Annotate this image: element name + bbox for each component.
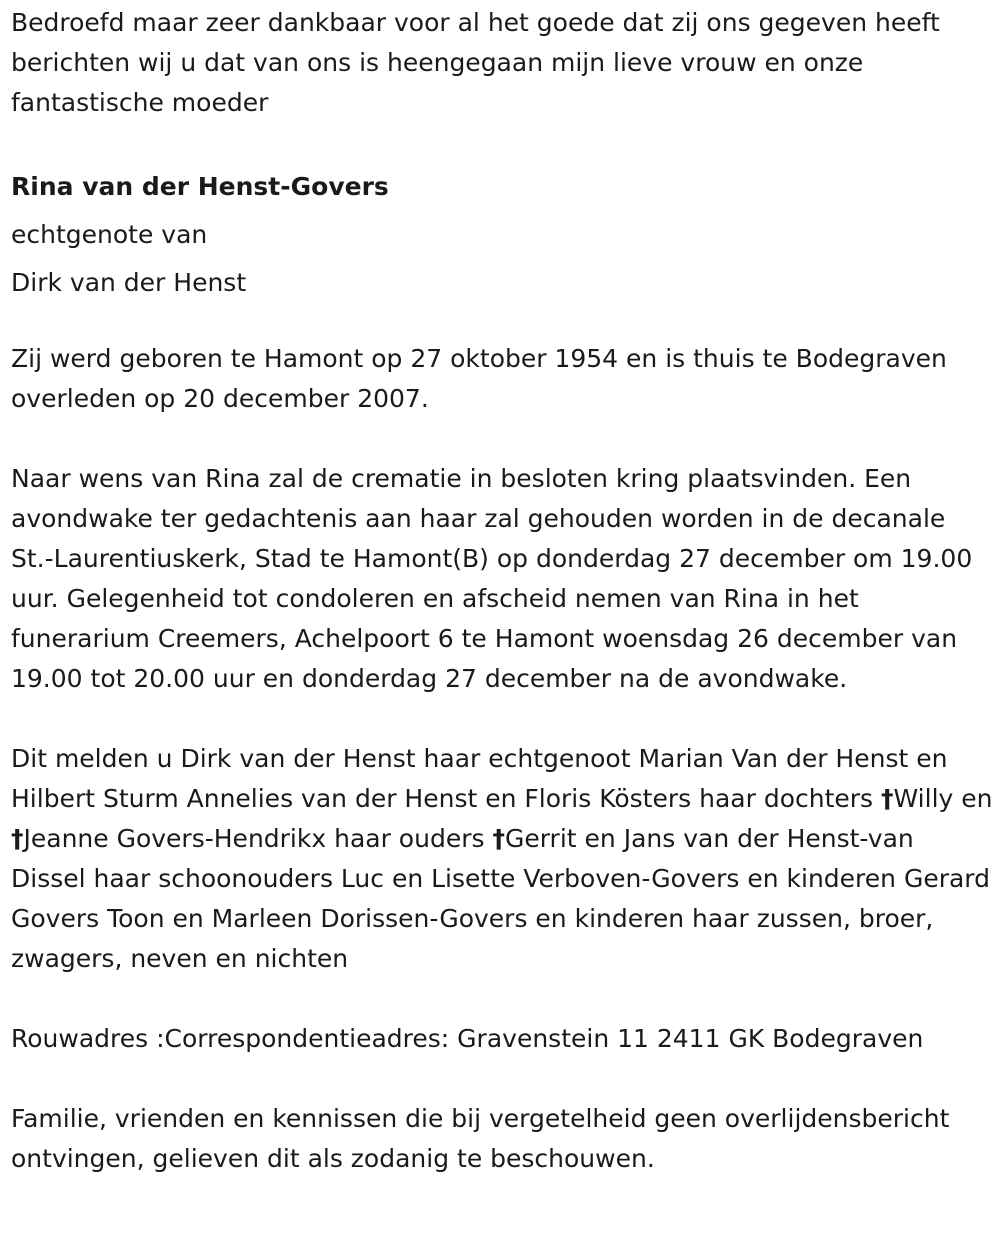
deceased-name: Rina van der Henst-Govers xyxy=(11,172,389,201)
spacer xyxy=(11,419,993,459)
spacer xyxy=(11,1059,993,1099)
obituary-notice xyxy=(11,3,993,1179)
closing-paragraph: Familie, vrienden en kennissen die bij vergetelheid geen overlijdensbericht ontvingen, gelieven dit als zodanig te beschouwen. xyxy=(11,1104,950,1173)
spacer xyxy=(11,307,993,339)
spouse-label: echtgenote van xyxy=(11,220,208,249)
spacer xyxy=(11,123,993,163)
family-text-4: Gerrit en Jans van der Henst-van Dissel haar schoonouders Luc en Lisette Verboven-Govers en kinderen Gerard Govers Toon en Marleen Dorissen-Govers en kinderen haar zussen, broer, zwagers, neven en nichten xyxy=(11,824,991,973)
cross-icon: † xyxy=(11,824,24,853)
family-text-3: Jeanne Govers-Hendrikx haar ouders xyxy=(23,824,493,853)
spacer xyxy=(11,979,993,1019)
birth-death-paragraph: Zij werd geboren te Hamont op 27 oktober 1954 en is thuis te Bodegraven overleden op 20 december 2007. xyxy=(11,344,947,413)
spacer xyxy=(11,699,993,739)
spouse-name: Dirk van der Henst xyxy=(11,268,247,297)
cross-icon: † xyxy=(881,784,894,813)
family-text-2: Willy en xyxy=(893,784,993,813)
ceremony-paragraph: Naar wens van Rina zal de crematie in besloten kring plaatsvinden. Een avondwake ter gedachtenis aan haar zal gehouden worden in de decanale St.-Laurentiuskerk, Stad te Hamont(B) op donderdag 27 december om 19.00 uur. Gelegenheid tot condoleren en afscheid nemen van Rina in het funerarium Creemers, Achelpoort 6 te Hamont woensdag 26 december van 19.00 tot 20.00 uur en donderdag 27 december na de avondwake. xyxy=(11,464,973,693)
address-line: Rouwadres :Correspondentieadres: Gravenstein 11 2411 GK Bodegraven xyxy=(11,1024,924,1053)
intro-paragraph: Bedroefd maar zeer dankbaar voor al het goede dat zij ons gegeven heeft berichten wij u dat van ons is heengegaan mijn lieve vrouw en onze fantastische moeder xyxy=(11,8,940,117)
cross-icon: † xyxy=(492,824,505,853)
family-paragraph xyxy=(11,739,993,979)
family-text-1: Dit melden u Dirk van der Henst haar echtgenoot Marian Van der Henst en Hilbert Sturm Annelies van der Henst en Floris Kösters haar dochters xyxy=(11,744,948,813)
